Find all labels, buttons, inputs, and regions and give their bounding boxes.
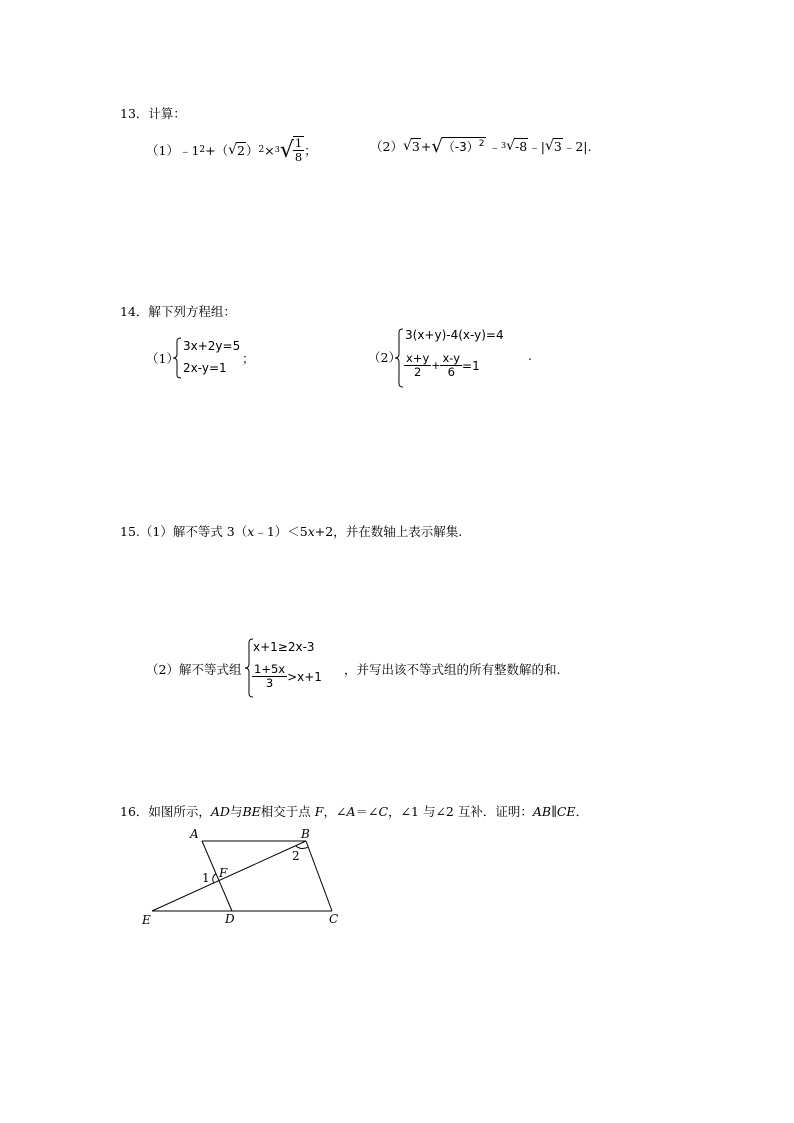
fraction-2 (440, 352, 462, 379)
q15-part1-mid: ﹣1）＜5 (254, 524, 308, 539)
sqrt-sign-icon: √ (228, 142, 238, 158)
q16-t5: ，∠1 与∠2 互补．证明： (388, 804, 533, 819)
label-F: F (219, 866, 228, 880)
cube-root-sign-icon: √ (279, 137, 294, 163)
q13-part1-rad: 2 (237, 143, 245, 158)
label-D: D (225, 912, 235, 926)
point-F: F (314, 804, 324, 819)
q14-part1-eq2: 2x-y=1 (183, 361, 227, 375)
q16-t4: ＝∠ (355, 804, 379, 819)
q13-part1-label: （1） (146, 143, 179, 158)
q13-part2-minus2: ﹣| (528, 139, 545, 154)
label-angle-2: 2 (292, 849, 300, 863)
segment-AD: AD (210, 804, 230, 819)
q15-part2-ineq1: x+1≥2x-3 (253, 640, 315, 654)
q13-part2-rad4: 3 (553, 139, 562, 154)
segment-BC-line (306, 841, 332, 911)
fraction-denominator: 8 (294, 150, 303, 164)
q15-part2 (146, 636, 586, 700)
q14-part1-label: （1） (146, 351, 179, 366)
q16-t6: ． (575, 804, 589, 819)
fraction-1 (404, 352, 431, 379)
fraction-numerator: x+y (406, 351, 430, 365)
fraction-denominator: 3 (265, 676, 274, 690)
q13-part2: （2） √ 3 + √ $(-3)^2$ ﹣ 3 √ -8 ﹣| √ 3 ﹣2|. (370, 135, 592, 157)
label-E: E (142, 913, 151, 927)
variable-x: x (247, 524, 255, 539)
segment-EB-line (152, 841, 306, 911)
geometry-figure (136, 822, 356, 932)
q14-part1-eq1: 3x+2y=5 (183, 339, 241, 353)
q13-part2-label: （2） (370, 139, 403, 154)
q13-part2-rad1: 3 (411, 139, 420, 154)
q15-part1-tail: +2，并在数轴上表示解集. (314, 524, 463, 539)
angle-A: A (346, 804, 356, 819)
cube-root-sign-icon: √ (506, 138, 516, 154)
q14-part1-end: ； (242, 351, 255, 366)
q15-part2-ineq2 (252, 663, 322, 690)
equation-rhs: =1 (462, 358, 480, 373)
fraction (252, 663, 287, 690)
q13-part1-end: ； (304, 143, 317, 158)
q13-part2-plus: + (420, 138, 432, 154)
sqrt-sign-icon: √ (431, 135, 443, 157)
q13-part2-rad2-wrap (442, 137, 486, 155)
sqrt-sign-icon: √ (544, 138, 554, 154)
segment-BE: BE (242, 804, 261, 819)
variable-x: x (307, 524, 315, 539)
q15-part1-label: 15.（1）解不等式 3（ (120, 524, 248, 539)
left-brace-icon (394, 328, 404, 388)
q16-t2: 相交于点 (260, 804, 311, 819)
q14-part2 (368, 326, 538, 390)
sqrt-sign-icon: √ (402, 138, 412, 154)
q13-part1-neg: ﹣1 (178, 143, 200, 158)
q15-part2-tail: ，并写出该不等式组的所有整数解的和. (344, 662, 561, 677)
q14-part2-label: （2） (368, 350, 401, 365)
q16-text (120, 802, 588, 820)
q13-part1-close: ） (246, 143, 259, 158)
q13-part2-minus1: ﹣ (488, 139, 502, 154)
label-B: B (301, 827, 310, 841)
q16-t3: ，∠ (323, 804, 347, 819)
q14-part2-end: . (528, 348, 532, 363)
inequality-rhs: >x+1 (287, 669, 322, 684)
left-brace-icon (172, 337, 182, 379)
conclusion: AB∥CE (532, 804, 576, 819)
q14-title: 14．解下列方程组： (120, 304, 236, 319)
q13-part2-tail: ﹣2|. (562, 139, 592, 154)
fraction-denominator: 6 (447, 365, 455, 379)
q13-part1-plus: +（ (205, 143, 229, 158)
q13-part2-rad2: （-3） (442, 140, 479, 154)
label-angle-1: 1 (202, 871, 210, 885)
fraction-denominator: 2 (413, 365, 422, 379)
q13-title: 13．计算： (120, 106, 186, 121)
q14-part1 (146, 336, 266, 380)
q16-t1: 与 (229, 804, 243, 819)
q15-part2-label: （2）解不等式组 (146, 662, 242, 677)
q13-part1: （1） ﹣1 2 +（ √ 2 ） 2 × 3 √ $\frac{1}{8}$ ； (146, 136, 317, 164)
q13-part2-exp: 2 (478, 139, 485, 149)
angle-C: C (378, 804, 389, 819)
q13-part1-fraction (293, 136, 304, 164)
plus-sign: + (431, 359, 441, 372)
label-A: A (190, 827, 199, 841)
q13-part2-rad3: -8 (515, 139, 528, 154)
q14-part2-eq1: 3(x+y)-4(x-y)=4 (405, 328, 504, 342)
q16-prefix: 16．如图所示， (120, 804, 211, 819)
q14-part2-eq2 (404, 352, 480, 379)
fraction-numerator: 1+5x (254, 662, 286, 676)
label-C: C (329, 912, 339, 926)
q15-part1 (120, 522, 462, 540)
fraction-numerator: 1 (294, 136, 303, 150)
fraction-numerator: x-y (442, 351, 461, 365)
q13-part1-times: × (264, 142, 275, 158)
